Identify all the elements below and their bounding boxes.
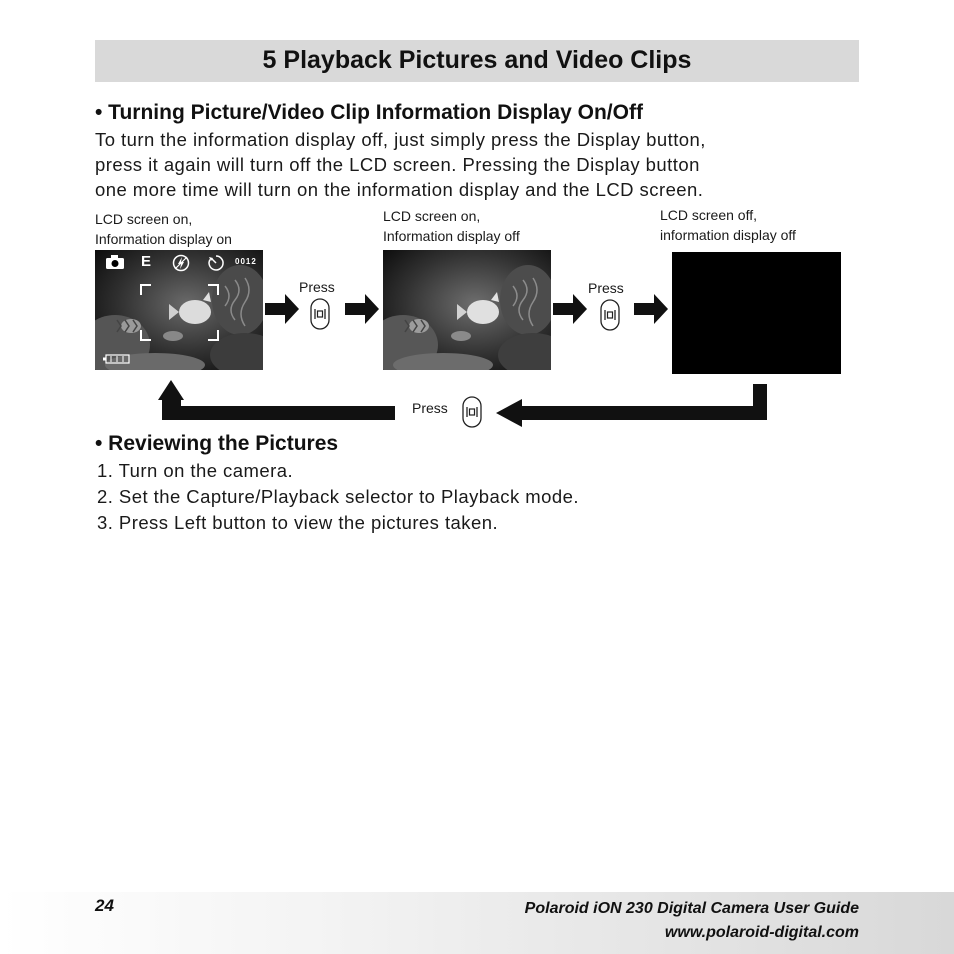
caption-screen-3-line-1: LCD screen off, [660,207,758,223]
page-number: 24 [95,896,114,915]
website: www.polaroid-digital.com [664,924,859,941]
caption-screen-1-line-2: Information display on [95,231,232,247]
press-label-3: Press [412,400,448,416]
press-label-2: Press [588,280,624,296]
paragraph-line-1: To turn the information display off, just simply press the Display button, [95,129,706,150]
step-1: 1. Turn on the camera. [97,460,294,481]
press-label-1: Press [299,279,335,295]
step-2: 2. Set the Capture/Playback selector to Playback mode. [97,486,579,507]
paragraph-line-2: press it again will turn off the LCD screen. Pressing the Display button [95,154,700,175]
caption-screen-2-line-2: Information display off [383,228,520,244]
page-title: 5 Playback Pictures and Video Clips [262,46,692,74]
guide-title: Polaroid iON 230 Digital Camera User Guide [524,900,859,917]
caption-screen-3-line-2: information display off [660,227,796,243]
display-button-icon [310,298,330,330]
step-3: 3. Press Left button to view the pictures taken. [97,512,499,533]
section-heading-display-toggle: • Turning Picture/Video Clip Information Display On/Off [95,101,643,124]
image-quality-indicator: E [141,253,152,270]
caption-screen-2-line-1: LCD screen on, [383,208,481,224]
display-button-icon [462,396,482,428]
display-button-icon [600,299,620,331]
section-heading-reviewing: • Reviewing the Pictures [95,432,339,455]
paragraph-line-3: one more time will turn on the information display and the LCD screen. [95,179,704,200]
caption-screen-1-line-1: LCD screen on, [95,211,193,227]
shot-counter: 0012 [235,257,257,266]
